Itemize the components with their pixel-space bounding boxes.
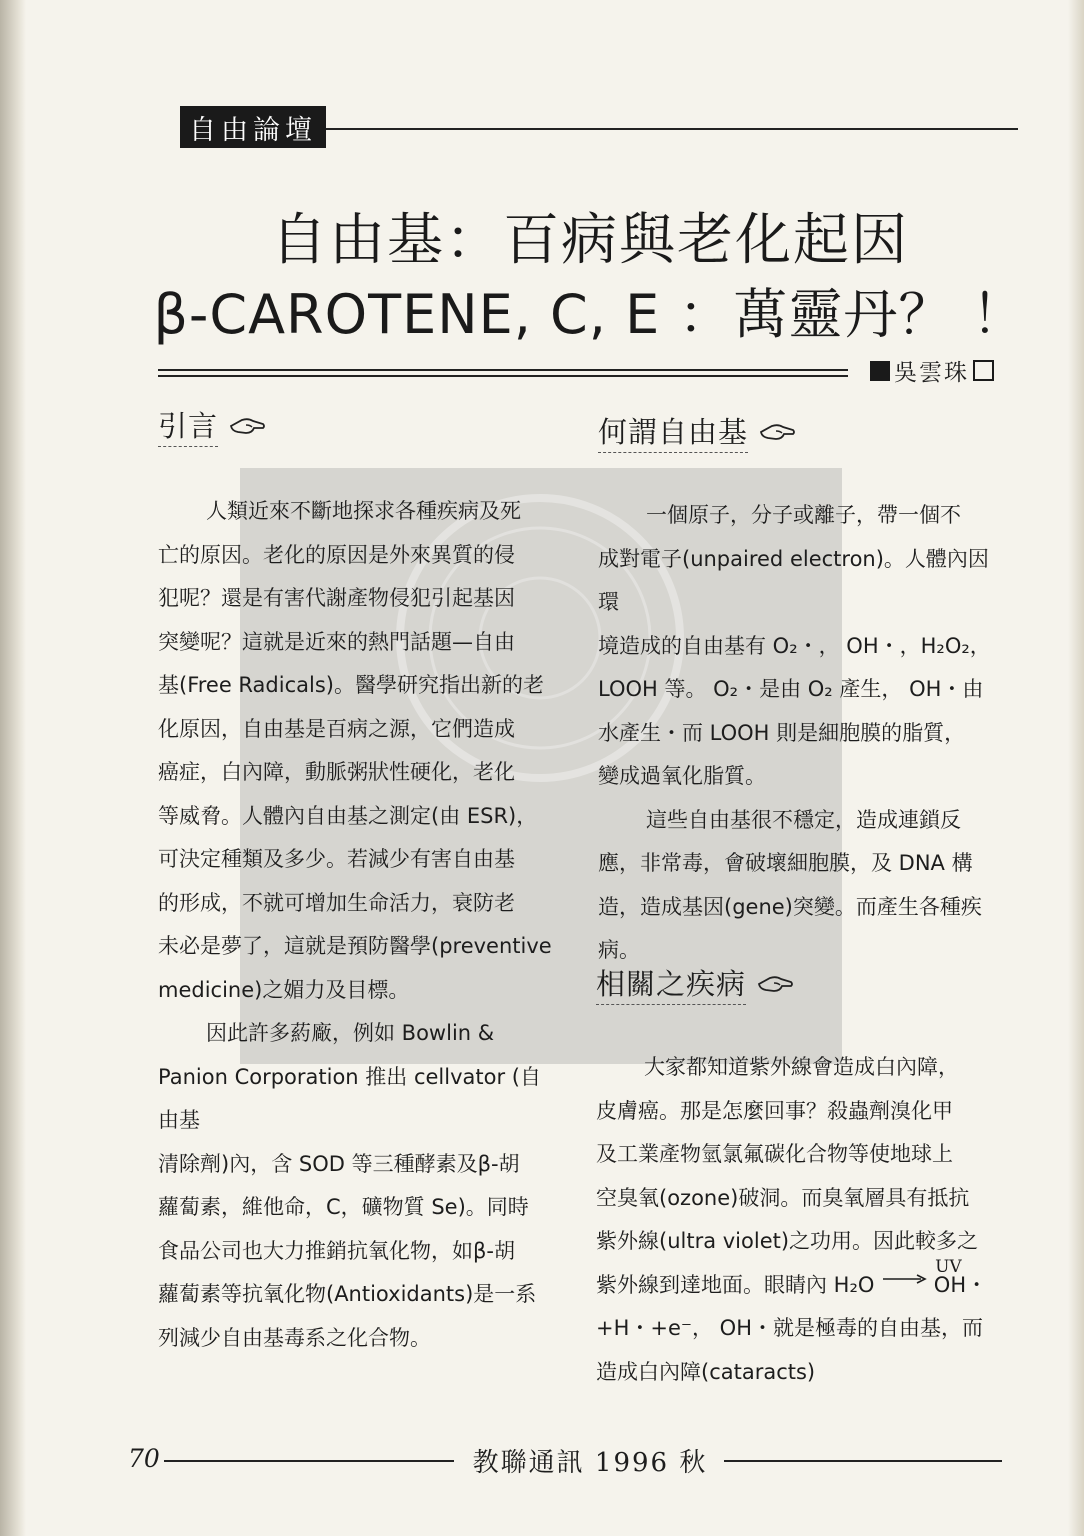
text-line: 蘿蔔素等抗氧化物(Antioxidants)是一系: [158, 1282, 537, 1306]
text-line: 水產生・而 LOOH 則是細胞膜的脂質，: [598, 720, 966, 745]
text-line: 應，非常毒，會破壞細胞膜，及 DNA 構: [598, 851, 973, 875]
text-line: Panion Corporation 推出 cellvator (自由基: [158, 1064, 541, 1132]
text-line: 這些自由基很不穩定，造成連鎖反: [646, 807, 961, 832]
text-line: 一個原子，分子或離子，帶一個不: [646, 503, 961, 527]
page-number: 70: [128, 1444, 160, 1473]
text-line: 成對電子(unpaired electron)。人體內因環: [598, 546, 989, 614]
reaction-arrow: [881, 1256, 962, 1292]
formula-prefix: 紫外線到達地面。眼睛內 H₂O: [596, 1272, 875, 1297]
text-line: 癌症，白內障，動脈粥狀性硬化，老化: [158, 760, 515, 784]
section-heading-intro-text: 引言: [158, 404, 218, 447]
related-column: [596, 1046, 1002, 1394]
footer-rule-left: [164, 1460, 454, 1462]
text-line: 清除劑)內，含 SOD 等三種酵素及β-胡: [158, 1151, 520, 1176]
intro-column: [158, 490, 558, 1360]
text-line: 未必是夢了，這就是預防醫學(preventive: [158, 934, 552, 958]
what-is-paragraph-1: [598, 494, 1002, 799]
formula-suffix: OH・: [933, 1272, 988, 1297]
text-line: 造，造成基因(gene)突變。而產生各種疾: [598, 894, 982, 919]
text-line: 基(Free Radicals)。醫學研究指出新的老: [158, 673, 544, 697]
intro-paragraph-1: [158, 490, 558, 1012]
section-heading-intro: [158, 404, 266, 447]
journal-name: 教聯通訊 1996 秋: [472, 1448, 708, 1478]
text-line: 亡的原因。老化的原因是外來異質的侵: [158, 542, 515, 567]
text-line: 變成過氧化脂質。: [598, 764, 766, 788]
text-line: 皮膚癌。那是怎麼回事？殺蟲劑溴化甲: [596, 1098, 953, 1123]
what-is-paragraph-2: [598, 799, 1002, 973]
text-line: 食品公司也大力推銷抗氧化物，如β-胡: [158, 1238, 515, 1263]
text-line: 病。: [598, 938, 640, 962]
text-line: 的形成，不就可增加生命活力，衰防老: [158, 890, 515, 915]
section-heading-what-is: [598, 410, 796, 453]
text-line: 空臭氧(ozone)破洞。而臭氧層具有抵抗: [596, 1185, 970, 1210]
page-edge-shadow: [1068, 0, 1084, 1536]
text-line: 列減少自由基毒系之化合物。: [158, 1325, 431, 1350]
article-title-line2: β-CAROTENE, C, E ：萬靈丹？ ！: [153, 283, 1027, 346]
header-rule: [326, 128, 1018, 130]
text-line: 大家都知道紫外線會造成白內障，: [644, 1055, 959, 1079]
text-line: 蘿蔔素，維他命，C，礦物質 Se)。同時: [158, 1195, 529, 1219]
text-line: 犯呢？還是有害代謝產物侵犯引起基因: [158, 586, 515, 610]
book-spine-shadow: [0, 0, 26, 1536]
author-name: 吳雲珠: [894, 360, 969, 386]
uv-label: UV: [935, 1256, 962, 1277]
text-line: 造成白內障(cataracts): [596, 1359, 816, 1384]
author-byline: [870, 354, 994, 387]
text-line: 紫外線(ultra violet)之功用。因此較多之: [596, 1229, 979, 1253]
text-line: 等威脅。人體內自由基之測定(由 ESR)，: [158, 803, 538, 828]
text-line: 境造成的自由基有 O₂・， OH・，H₂O₂，: [598, 633, 991, 658]
right-arrow-icon: [881, 1274, 927, 1284]
section-heading-what-is-text: 何謂自由基: [598, 410, 748, 453]
column-label: 自由論壇: [180, 106, 326, 148]
footer-rule-right: [724, 1460, 1002, 1462]
empty-square-icon: [973, 360, 994, 381]
text-line: 因此許多葯廠，例如 Bowlin &: [206, 1021, 495, 1045]
text-line: 及工業產物氫氯氟碳化合物等使地球上: [596, 1142, 953, 1166]
text-line: 突變呢？這就是近來的熱門話題—自由: [158, 629, 515, 654]
what-is-column: [598, 494, 1002, 973]
related-paragraph: [596, 1046, 1002, 1394]
article-title-line1: 自由基：百病與老化起因: [271, 208, 909, 273]
text-line: 化原因，自由基是百病之源，它們造成: [158, 716, 515, 741]
filled-square-icon: [870, 361, 890, 381]
formula-line: [596, 1256, 988, 1297]
text-line: +H・+e⁻， OH・就是極毒的自由基，而: [596, 1316, 983, 1340]
text-line: LOOH 等。 O₂・是由 O₂ 產生， OH・由: [598, 677, 984, 701]
pointing-hand-icon: [758, 421, 796, 443]
text-line: 可決定種類及多少。若減少有害自由基: [158, 847, 515, 871]
title-double-rule: [158, 369, 848, 377]
section-heading-related-text: 相關之疾病: [596, 962, 746, 1005]
pointing-hand-icon: [228, 415, 266, 437]
intro-paragraph-2: [158, 1012, 558, 1360]
text-line: 人類近來不斷地探求各種疾病及死: [206, 499, 521, 523]
text-line: medicine)之媚力及目標。: [158, 977, 410, 1002]
pointing-hand-icon: [756, 973, 794, 995]
section-heading-related: [596, 962, 794, 1005]
